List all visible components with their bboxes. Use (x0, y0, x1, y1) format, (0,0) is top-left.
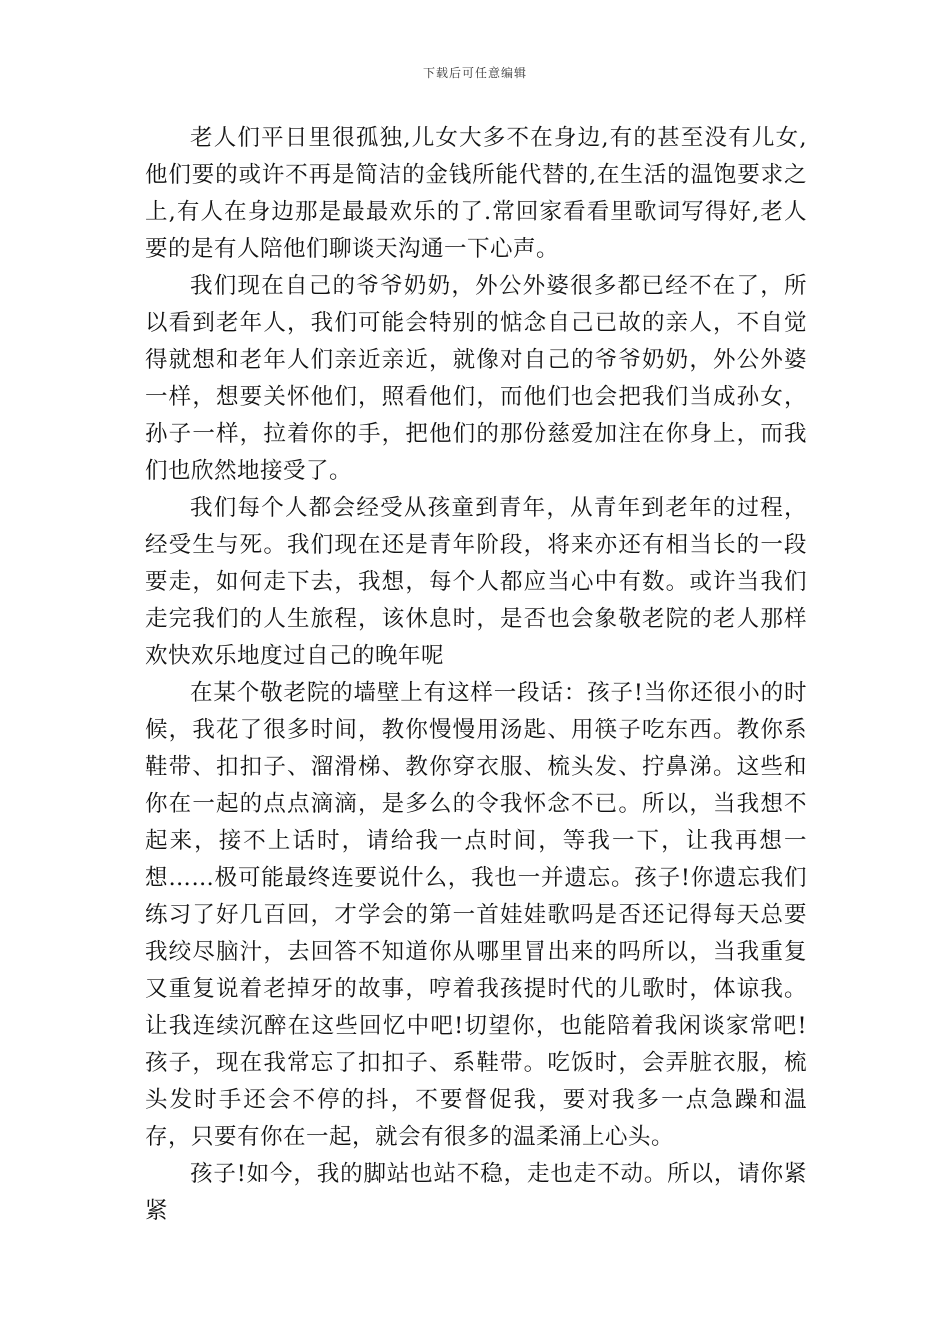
paragraph-5: 孩子!如今，我的脚站也站不稳，走也走不动。所以，请你紧紧 (145, 1161, 807, 1224)
paragraph-2: 我们现在自己的爷爷奶奶，外公外婆很多都已经不在了，所以看到老年人，我们可能会特别的惦念自己已故的亲人，不自觉得就想和老年人们亲近亲近，就像对自己的爷爷奶奶，外公外婆一样，想要关怀他们，照看他们，而他们也会把我们当成孙女，孙子一样，拉着你的手，把他们的那份慈爱加注在你身上，而我们也欣然地接受了。 (145, 273, 807, 484)
page-header: 下载后可任意编辑 (422, 66, 527, 80)
paragraph-3: 我们每个人都会经受从孩童到青年，从青年到老年的过程，经受生与死。我们现在还是青年阶段，将来亦还有相当长的一段要走，如何走下去，我想，每个人都应当心中有数。或许当我们走完我们的人生旅程，该休息时，是否也会象敬老院的老人那样欢快欢乐地度过自己的晚年呢 (145, 495, 807, 669)
paragraph-1: 老人们平日里很孤独,儿女大多不在身边,有的甚至没有儿女,他们要的或许不再是简洁的金钱所能代替的,在生活的温饱要求之上,有人在身边那是最最欢乐的了.常回家看看里歌词写得好,老人要的是有人陪他们聊谈天沟通一下心声。 (145, 125, 807, 262)
paragraph-4: 在某个敬老院的墙壁上有这样一段话：孩子!当你还很小的时候，我花了很多时间，教你慢慢用汤匙、用筷子吃东西。教你系鞋带、扣扣子、溜滑梯、教你穿衣服、梳头发、拧鼻涕。这些和你在一起的点点滴滴，是多么的令我怀念不已。所以，当我想不起来，接不上话时，请给我一点时间，等我一下，让我再想一想……极可能最终连要说什么，我也一并遗忘。孩子!你遗忘我们练习了好几百回，才学会的第一首娃娃歌吗是否还记得每天总要我绞尽脑汁，去回答不知道你从哪里冒出来的吗所以，当我重复又重复说着老掉牙的故事，哼着我孩提时代的儿歌时，体谅我。让我连续沉醉在这些回忆中吧!切望你，也能陪着我闲谈家常吧!孩子，现在我常忘了扣扣子、系鞋带。吃饭时，会弄脏衣服，梳头发时手还会不停的抖，不要督促我，要对我多一点急躁和温存，只要有你在一起，就会有很多的温柔涌上心头。 (145, 680, 807, 1150)
document-body (145, 120, 807, 1230)
